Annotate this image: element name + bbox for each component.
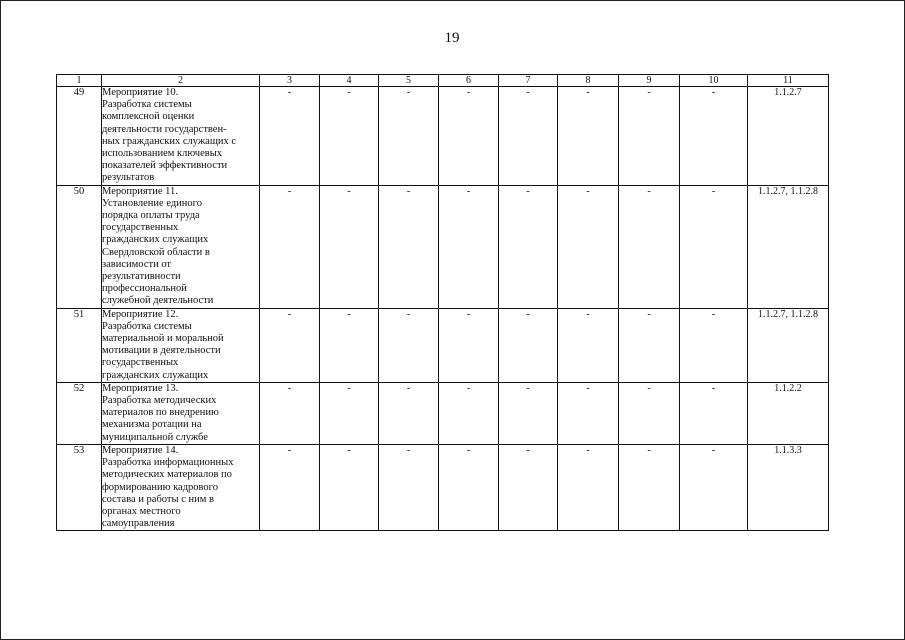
target-code: 1.1.2.7, 1.1.2.8 bbox=[748, 308, 829, 382]
value-cell: - bbox=[680, 308, 748, 382]
value-cell: - bbox=[619, 444, 680, 530]
value-cell: - bbox=[260, 444, 320, 530]
value-cell: - bbox=[499, 87, 558, 186]
value-cell: - bbox=[558, 308, 619, 382]
column-header: 7 bbox=[499, 75, 558, 87]
value-cell: - bbox=[320, 444, 379, 530]
value-cell: - bbox=[320, 185, 379, 308]
row-number: 50 bbox=[57, 185, 102, 308]
column-header: 10 bbox=[680, 75, 748, 87]
value-cell: - bbox=[680, 382, 748, 444]
value-cell: - bbox=[558, 185, 619, 308]
activity-description: Мероприятие 11. Установление единого порядка оплаты труда государственных гражданских служащих Свердловской области в зависимости от результативности профессиональной служебной деятельности bbox=[102, 185, 260, 308]
value-cell: - bbox=[439, 185, 499, 308]
value-cell: - bbox=[680, 185, 748, 308]
value-cell: - bbox=[558, 382, 619, 444]
activity-description: Мероприятие 10. Разработка системы комплексной оценки деятельности государствен- ных гражданских служащих с использованием ключевых показателей эффективности результатов bbox=[102, 87, 260, 186]
value-cell: - bbox=[439, 444, 499, 530]
activity-description: Мероприятие 13. Разработка методических материалов по внедрению механизма ротации на муниципальной службе bbox=[102, 382, 260, 444]
value-cell: - bbox=[439, 308, 499, 382]
target-code: 1.1.2.7 bbox=[748, 87, 829, 186]
value-cell: - bbox=[320, 382, 379, 444]
column-header: 6 bbox=[439, 75, 499, 87]
column-header: 4 bbox=[320, 75, 379, 87]
value-cell: - bbox=[379, 444, 439, 530]
value-cell: - bbox=[320, 87, 379, 186]
target-code: 1.1.2.2 bbox=[748, 382, 829, 444]
value-cell: - bbox=[619, 382, 680, 444]
table-row bbox=[57, 444, 829, 530]
row-number: 49 bbox=[57, 87, 102, 186]
value-cell: - bbox=[499, 185, 558, 308]
program-table bbox=[56, 74, 829, 531]
value-cell: - bbox=[499, 382, 558, 444]
value-cell: - bbox=[260, 185, 320, 308]
value-cell: - bbox=[558, 444, 619, 530]
column-header: 11 bbox=[748, 75, 829, 87]
value-cell: - bbox=[379, 308, 439, 382]
column-header: 2 bbox=[102, 75, 260, 87]
column-header: 9 bbox=[619, 75, 680, 87]
target-code: 1.1.3.3 bbox=[748, 444, 829, 530]
row-number: 53 bbox=[57, 444, 102, 530]
page-number: 19 bbox=[444, 30, 460, 46]
target-code: 1.1.2.7, 1.1.2.8 bbox=[748, 185, 829, 308]
value-cell: - bbox=[619, 87, 680, 186]
activity-description: Мероприятие 12. Разработка системы материальной и моральной мотивации в деятельности государственных гражданских служащих bbox=[102, 308, 260, 382]
header-row bbox=[57, 75, 829, 87]
table-row bbox=[57, 185, 829, 308]
column-header: 5 bbox=[379, 75, 439, 87]
row-number: 52 bbox=[57, 382, 102, 444]
value-cell: - bbox=[680, 444, 748, 530]
column-header: 1 bbox=[57, 75, 102, 87]
value-cell: - bbox=[260, 87, 320, 186]
value-cell: - bbox=[499, 308, 558, 382]
value-cell: - bbox=[558, 87, 619, 186]
value-cell: - bbox=[379, 185, 439, 308]
table-row bbox=[57, 87, 829, 186]
value-cell: - bbox=[379, 87, 439, 186]
value-cell: - bbox=[619, 308, 680, 382]
table-row bbox=[57, 382, 829, 444]
activity-description: Мероприятие 14. Разработка информационных методических материалов по формированию кадрового состава и работы с ним в органах местного самоуправления bbox=[102, 444, 260, 530]
value-cell: - bbox=[379, 382, 439, 444]
value-cell: - bbox=[439, 382, 499, 444]
column-header: 8 bbox=[558, 75, 619, 87]
value-cell: - bbox=[680, 87, 748, 186]
table-row bbox=[57, 308, 829, 382]
value-cell: - bbox=[260, 308, 320, 382]
value-cell: - bbox=[499, 444, 558, 530]
value-cell: - bbox=[619, 185, 680, 308]
column-header: 3 bbox=[260, 75, 320, 87]
row-number: 51 bbox=[57, 308, 102, 382]
value-cell: - bbox=[439, 87, 499, 186]
value-cell: - bbox=[260, 382, 320, 444]
value-cell: - bbox=[320, 308, 379, 382]
